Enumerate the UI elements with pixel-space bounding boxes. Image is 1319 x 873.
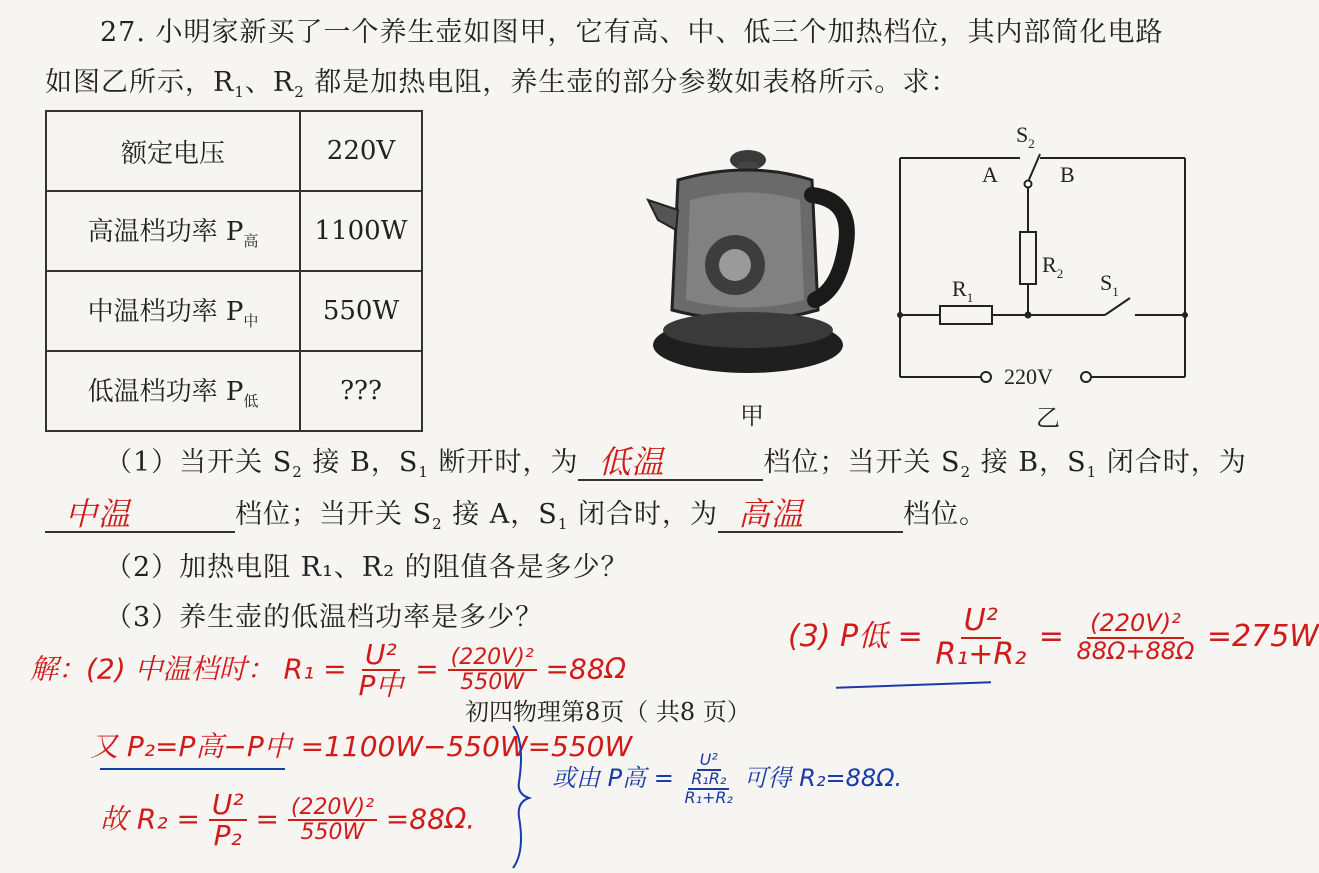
table-cell-value: 1100W	[300, 191, 422, 271]
label-b: B	[1060, 162, 1075, 187]
part1-line-2: 中温 档位；当开关 $S_2$ 接 A，$S_1$ 闭合时，为 高温 档位。	[45, 492, 987, 533]
label-s1: $S_1$	[1100, 270, 1119, 299]
table-row	[46, 191, 422, 271]
part3-text: （3）养生壶的低温档功率是多少？	[105, 602, 544, 633]
table-cell-value: 550W	[300, 271, 422, 351]
page-footer: 初四物理第8页（ 共8 页）	[465, 698, 751, 726]
table-row	[46, 271, 422, 351]
answer-blank-high[interactable]: 高温	[718, 503, 903, 533]
kettle-caption: 甲	[740, 402, 764, 430]
table-cell-label: 中温档功率 $P_中$	[46, 271, 300, 351]
table-row	[46, 351, 422, 431]
label-s2: $S_2$	[1016, 122, 1035, 151]
question-line-1: 27. 小明家新买了一个养生壶如图甲，它有高、中、低三个加热档位，其内部简化电路	[100, 17, 1164, 48]
label-r1: $R_1$	[952, 276, 974, 305]
parameter-table	[45, 110, 423, 432]
underline-mark	[836, 681, 991, 688]
solution-3: (3) P低 = $\frac{\text{U²}}{\text{R₁+R₂}}$ = $\frac{\text{(220V)²}}{88\Omega+88\Omega}$ =275W	[788, 603, 1319, 672]
solution-2-r1: 解：(2) 中温档时： R₁ = $\frac{\text{U²}}{\text{P中}}$ = $\frac{\text{(220V)²}}{550W}$ =88Ω	[30, 638, 627, 703]
alternative-solution: 或由 P高 = U² R₁R₂ R₁+R₂ 可得 R₂=88Ω.	[552, 750, 903, 807]
question-line-2: 如图乙所示，$R_1$、$R_2$ 都是加热电阻，养生壶的部分参数如表格所示。求：	[45, 67, 959, 101]
table-cell-value: 220V	[300, 111, 422, 191]
answer-blank-low[interactable]: 低温	[578, 451, 763, 481]
table-cell-label: 高温档功率 $P_高$	[46, 191, 300, 271]
answer-blank-mid[interactable]: 中温	[45, 503, 235, 533]
kettle-illustration	[640, 140, 860, 390]
brace-mark	[505, 722, 535, 872]
part2-text: （2）加热电阻 R₁、R₂ 的阻值各是多少？	[105, 552, 629, 583]
table-cell-label: 低温档功率 $P_低$	[46, 351, 300, 431]
underline-mark	[100, 768, 285, 770]
solution-2-p2: 又 P₂=P高−P中 =1100W−550W=550W	[90, 730, 633, 763]
label-a: A	[982, 162, 998, 187]
table-cell-label: 额定电压	[46, 111, 300, 191]
label-voltage: 220V	[1004, 364, 1053, 389]
part1-line-1: （1）当开关 $S_2$ 接 B，$S_1$ 断开时，为 低温 档位；当开关 $S_2$ 接 B，$S_1$ 闭合时，为	[105, 443, 1247, 481]
table-row	[46, 111, 422, 191]
table-cell-value: ???	[300, 351, 422, 431]
circuit-diagram	[880, 120, 1200, 410]
label-r2: $R_2$	[1042, 252, 1064, 281]
circuit-caption: 乙	[1036, 404, 1060, 432]
solution-2-r2: 故 R₂ = $\frac{\text{U²}}{\text{P₂}}$ = $\frac{\text{(220V)²}}{550W}$ =88Ω.	[100, 788, 476, 853]
